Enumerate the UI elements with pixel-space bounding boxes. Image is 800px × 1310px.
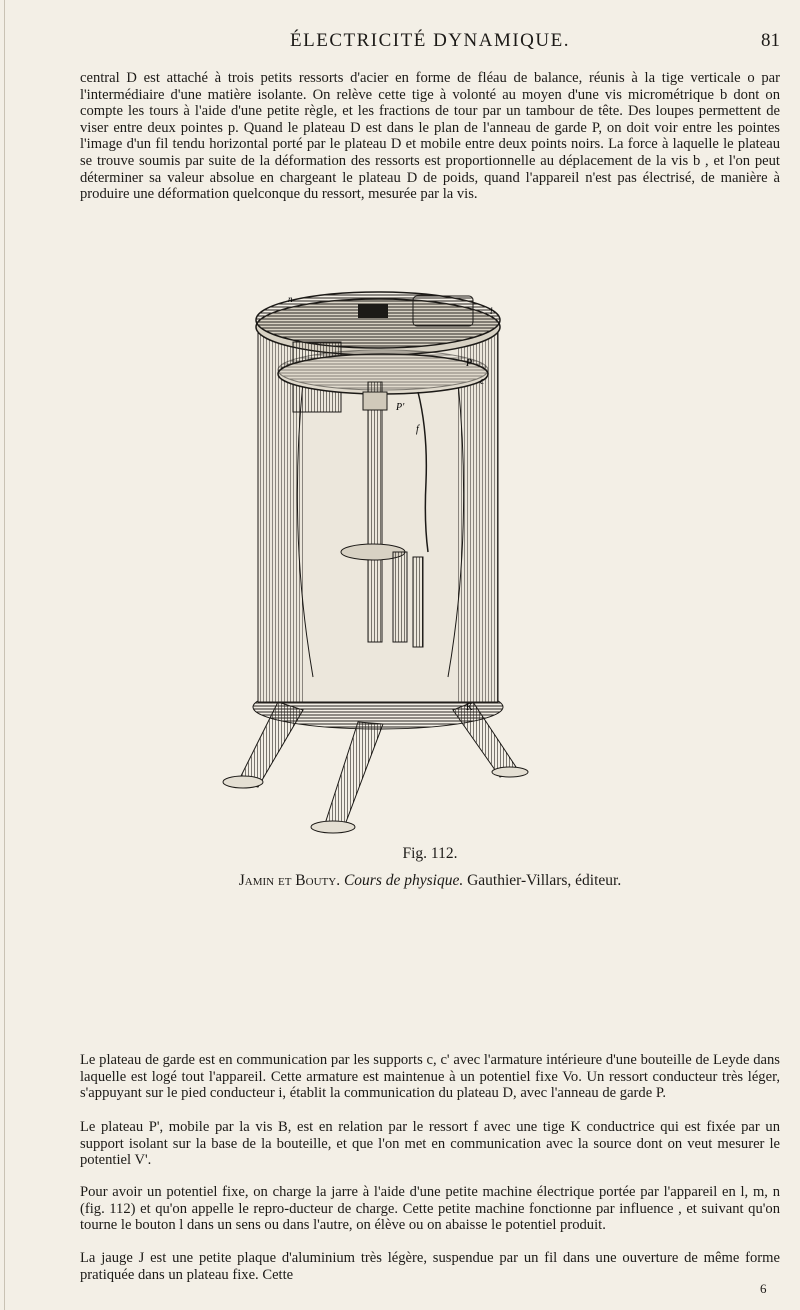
page-number: 81 xyxy=(761,30,780,51)
page-edge xyxy=(4,0,5,1310)
paragraph-3: Le plateau P', mobile par la vis B, est en relation par le ressort f avec une tige K conductrice qui est fixée par un support isolant sur la base de la bouteille, et que l'on met en communication avec la source dont on veut mesurer le potentiel V'. xyxy=(80,1119,780,1169)
credit-publisher: Gauthier-Villars, éditeur. xyxy=(467,872,622,889)
conductor-rod xyxy=(393,552,407,642)
label-c-prime: c' xyxy=(480,376,487,387)
label-l: l xyxy=(490,306,493,316)
credit-authors: Jamin et Bouty. xyxy=(238,872,341,889)
paragraph-5: La jauge J est une petite plaque d'aluminium très légère, suspendue par un fil dans une ouverture de même forme pratiquée dans un plateau fixe. Cette xyxy=(80,1250,780,1283)
label-P-prime: P' xyxy=(396,402,405,413)
label-P: P xyxy=(466,358,473,369)
figure-caption: Fig. 112. xyxy=(402,845,458,862)
running-head-title: ÉLECTRICITÉ DYNAMIQUE. xyxy=(290,30,570,51)
label-n: n xyxy=(288,294,293,304)
paragraph-2: Le plateau de garde est en communication par les supports c, c' avec l'armature intérieure d'une bouteille de Leyde dans laquelle est logé tout l'appareil. Cette armature est maintenue à un potentiel fixe Vo. Un ressort conducteur très léger, s'appuyant sur le pied conducteur i, établit la communication du plateau D, avec l'anneau de garde P. xyxy=(80,1052,780,1102)
figure-credit xyxy=(80,872,780,890)
credit-book: Cours de physique. xyxy=(343,872,464,889)
charge-reproducer xyxy=(413,296,473,326)
gauge-housing xyxy=(358,304,388,318)
signature-mark: 6 xyxy=(760,1281,767,1296)
figure-electrometer xyxy=(218,282,538,834)
paragraph-4: Pour avoir un potentiel fixe, on charge la jarre à l'aide d'une petite machine électrique portée par l'appareil en l, m, n (fig. 112) et qu'on appelle le repro-ducteur de charge. Cette petite machine fonctionne par influence , et suivant qu'on tourne le bouton l dans un sens ou dans l'autre, on élève ou on abaisse le potentiel produit. xyxy=(80,1184,780,1234)
paragraph-1: central D est attaché à trois petits ressorts d'acier en forme de fléau de balance, réunis à la tige verticale o par l'intermédiaire d'une matière isolante. On relève cette tige à volonté au moyen d'une vis micrométrique b dont on compte les tours à l'aide d'une petite règle, et les fractions de tour par un tambour de tête. Des loupes permettent de viser entre deux pointes p. Quand le plateau D est dans le plan de l'anneau de garde P, on doit voir entre les pointes l'image d'un fil tendu horizontal porté par le plateau D et mobile entre deux points noirs. La force à laquelle le plateau se trouve soumis par suite de la déformation des ressorts est proportionnelle au déplacement de la vis b , et l'on peut déterminer sa valeur absolue en chargeant le plateau D de poids, quand l'appareil n'est pas électrisé, de manière à produire une déformation quelconque du ressort, mesurée par la vis. xyxy=(80,70,780,203)
central-column xyxy=(368,382,382,642)
label-K: K xyxy=(466,702,473,712)
label-f: f xyxy=(416,424,419,435)
running-head xyxy=(80,30,780,56)
